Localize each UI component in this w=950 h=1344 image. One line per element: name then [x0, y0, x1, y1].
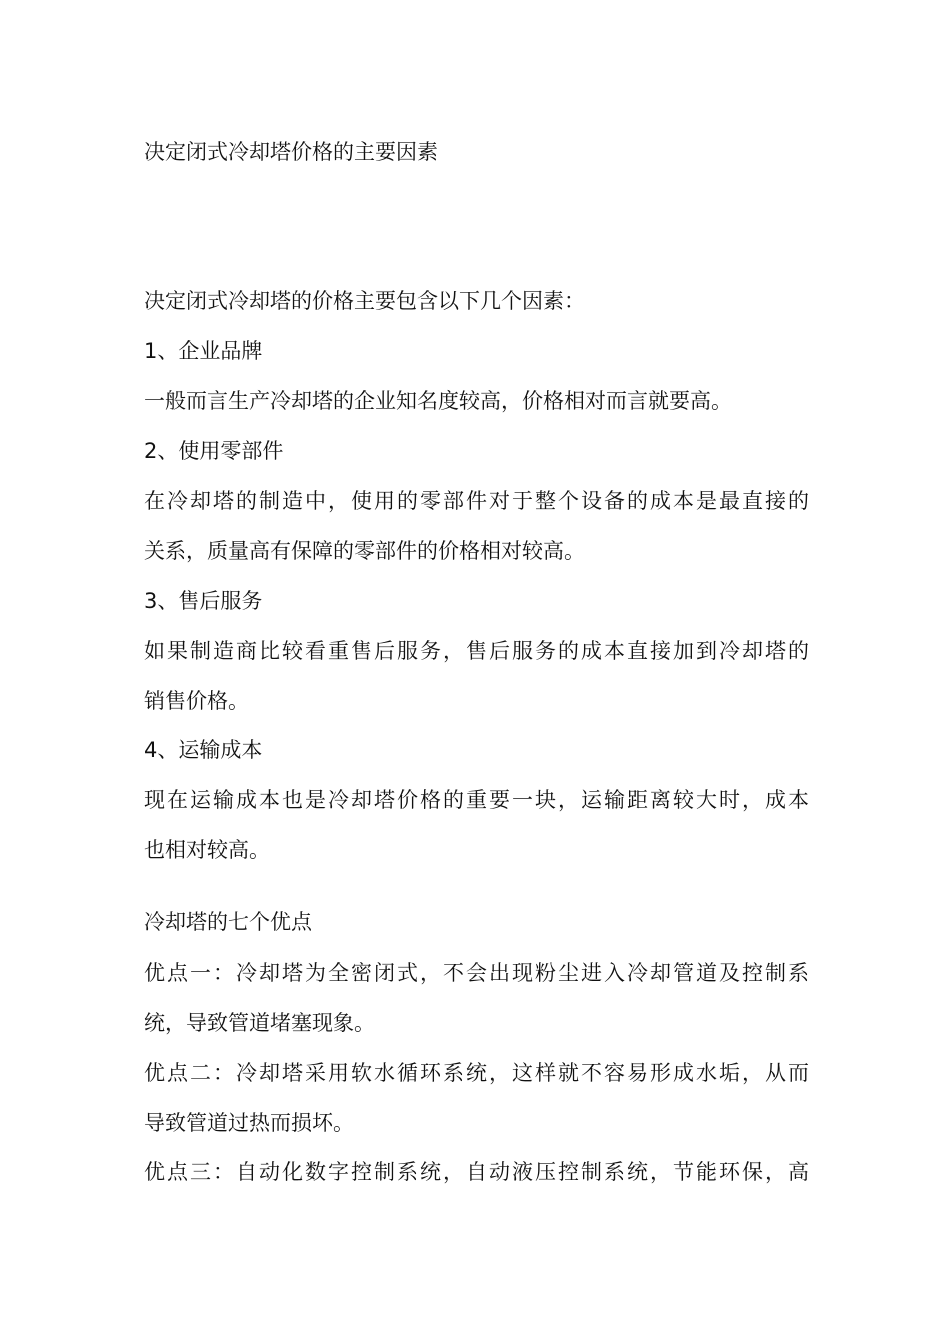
factor-text-transport-line-2: 也相对较高。	[144, 838, 270, 862]
factor-text-brand: 一般而言生产冷却塔的企业知名度较高，价格相对而言就要高。	[144, 389, 732, 413]
factor-text-service-line-2: 销售价格。	[144, 689, 249, 713]
intro-paragraph: 决定闭式冷却塔的价格主要包含以下几个因素：	[144, 289, 585, 313]
factor-heading-transport: 4、运输成本	[144, 738, 263, 762]
advantage-one-line-1: 优点一：冷却塔为全密闭式，不会出现粉尘进入冷却管道及控制系	[144, 961, 809, 985]
factor-text-parts-line-1: 在冷却塔的制造中，使用的零部件对于整个设备的成本是最直接的	[144, 489, 809, 513]
advantage-two-line-1: 优点二：冷却塔采用软水循环系统，这样就不容易形成水垢，从而	[144, 1061, 809, 1085]
factor-heading-service: 3、售后服务	[144, 589, 263, 613]
document-title: 决定闭式冷却塔价格的主要因素	[144, 140, 438, 164]
advantages-heading: 冷却塔的七个优点	[144, 910, 312, 934]
factor-heading-brand: 1、企业品牌	[144, 339, 263, 363]
factor-text-parts-line-2: 关系，质量高有保障的零部件的价格相对较高。	[144, 539, 585, 563]
factor-text-service-line-1: 如果制造商比较看重售后服务，售后服务的成本直接加到冷却塔的	[144, 639, 809, 663]
factor-text-transport-line-1: 现在运输成本也是冷却塔价格的重要一块，运输距离较大时，成本	[144, 788, 809, 812]
advantage-one-line-2: 统，导致管道堵塞现象。	[144, 1011, 375, 1035]
advantage-three-line-1: 优点三：自动化数字控制系统，自动液压控制系统，节能环保，高	[144, 1160, 809, 1184]
advantage-two-line-2: 导致管道过热而损坏。	[144, 1111, 354, 1135]
factor-heading-parts: 2、使用零部件	[144, 439, 284, 463]
